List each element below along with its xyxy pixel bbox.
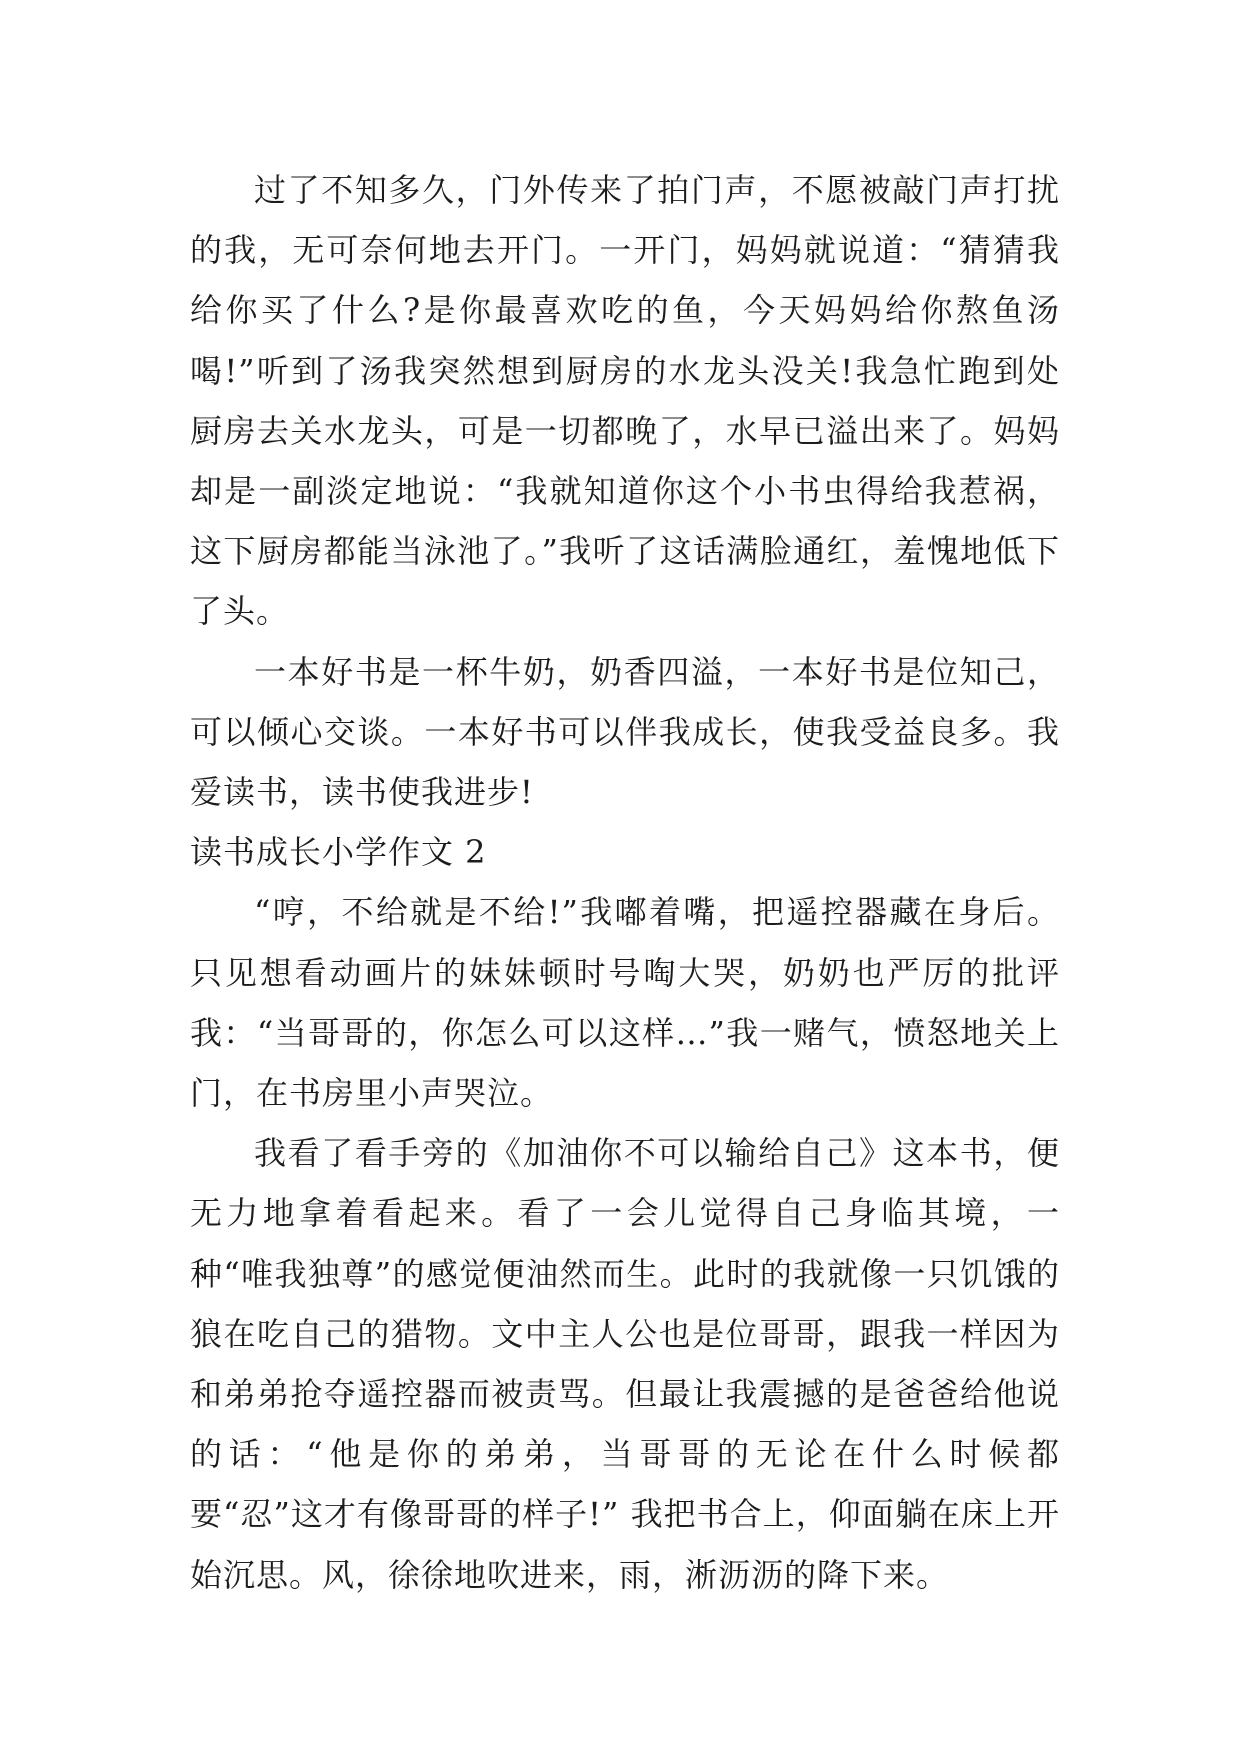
paragraph-3: “哼，不给就是不给!”我嘟着嘴，把遥控器藏在身后。只见想看动画片的妹妹顿时号啕大哭，奶奶也严厉的批评我：“当哥哥的，你怎么可以这样…”我一赌气，愤怒地关上门，在书房里小声哭泣。 (190, 893, 1060, 1113)
document-body (190, 160, 1060, 1605)
paragraph-2: 一本好书是一杯牛奶，奶香四溢，一本好书是位知己，可以倾心交谈。一本好书可以伴我成长，使我受益良多。我爱读书，读书使我进步! (190, 652, 1060, 812)
paragraph-1: 过了不知多久，门外传来了拍门声，不愿被敲门声打扰的我，无可奈何地去开门。一开门，妈妈就说道：“猜猜我给你买了什么?是你最喜欢吃的鱼，今天妈妈给你熬鱼汤喝!”听到了汤我突然想到厨房的水龙头没关!我急忙跑到处厨房去关水龙头，可是一切都晚了，水早已溢出来了。妈妈却是一副淡定地说：“我就知道你这个小书虫得给我惹祸，这下厨房都能当泳池了。”我听了这话满脸通红，羞愧地低下了头。 (190, 171, 1060, 631)
paragraph-4: 我看了看手旁的《加油你不可以输给自己》这本书，便无力地拿着看起来。看了一会儿觉得自己身临其境，一种“唯我独尊”的感觉便油然而生。此时的我就像一只饥饿的狼在吃自己的猎物。文中主人公也是位哥哥，跟我一样因为和弟弟抢夺遥控器而被责骂。但最让我震撼的是爸爸给他说的话：“他是你的弟弟，当哥哥的无论在什么时候都要“忍”这才有像哥哥的样子!” 我把书合上，仰面躺在床上开始沉思。风，徐徐地吹进来，雨，淅沥沥的降下来。 (190, 1134, 1060, 1594)
section-title: 读书成长小学作文 2 (190, 833, 487, 872)
